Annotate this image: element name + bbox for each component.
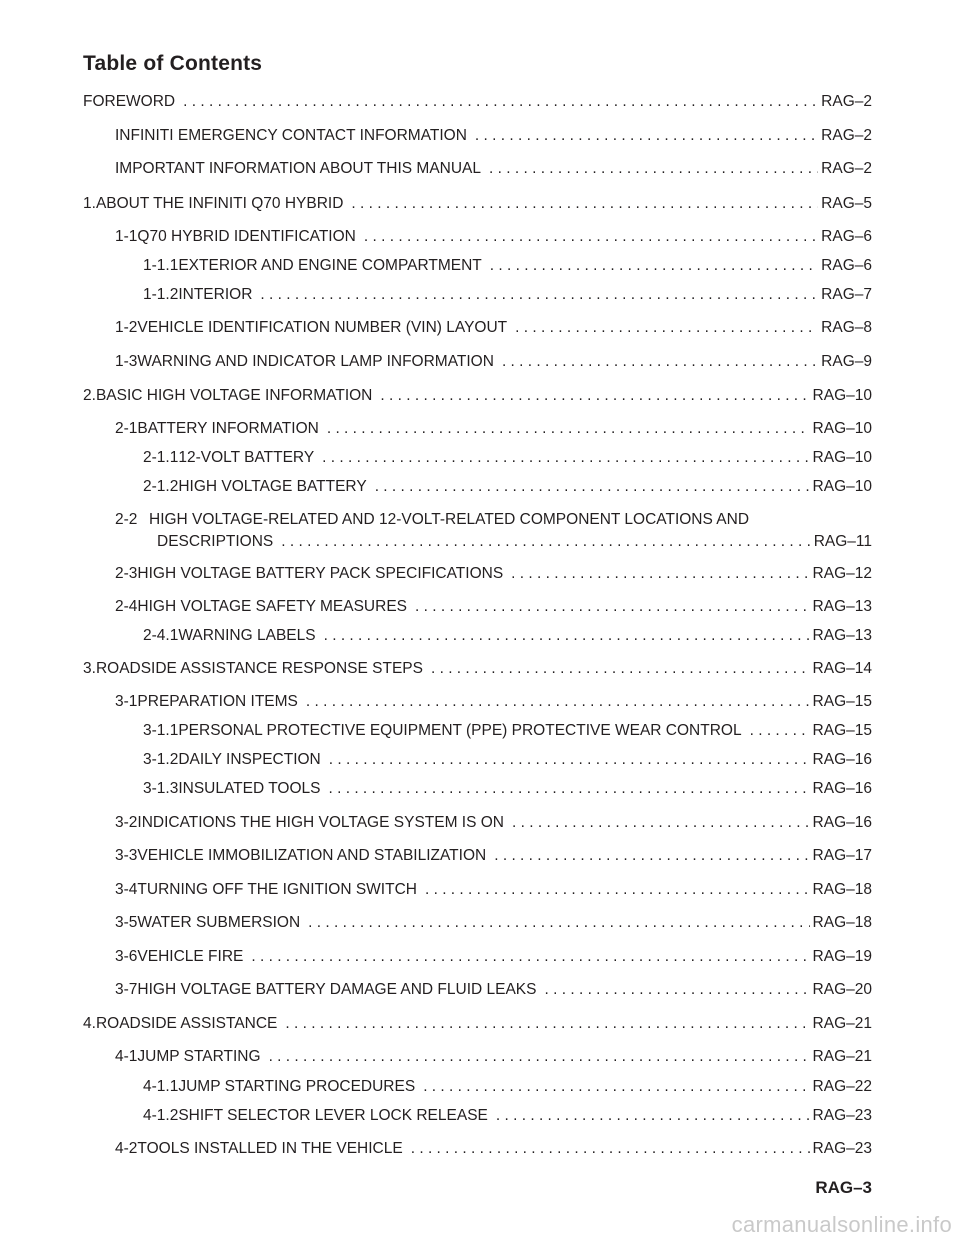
- toc-entry-number: 1-1.2: [143, 286, 179, 303]
- toc-entry[interactable]: [115, 981, 872, 999]
- toc-entry-page: RAG–10: [812, 478, 872, 495]
- toc-entry-page: RAG–10: [812, 449, 872, 466]
- toc-entry-number: 4-2: [115, 1140, 138, 1157]
- dot-leader: [375, 478, 810, 496]
- toc-entry-number: 3-4: [115, 881, 138, 898]
- toc-entry-number: 1.: [83, 195, 96, 212]
- toc-entry[interactable]: [115, 565, 872, 583]
- toc-entry-number: 1-1: [115, 228, 138, 245]
- toc-entry-number: 2-2: [115, 511, 138, 528]
- dot-leader: [308, 914, 809, 932]
- toc-entry[interactable]: [143, 286, 872, 304]
- toc-entry-title: Q70 HYBRID IDENTIFICATION: [137, 228, 356, 245]
- toc-entry-title: TURNING OFF THE IGNITION SWITCH: [137, 881, 417, 898]
- toc-entry-number: 3-1.1: [143, 722, 179, 739]
- toc-entry-title: WATER SUBMERSION: [137, 914, 301, 931]
- toc-entry-number: 3-1.2: [143, 751, 179, 768]
- dot-leader: [327, 420, 810, 438]
- dot-leader: [502, 353, 818, 371]
- dot-leader: [285, 1015, 809, 1033]
- toc-entry[interactable]: [83, 387, 872, 405]
- toc-entry-number: 1-2: [115, 319, 138, 336]
- toc-entry-number: 4.: [83, 1015, 96, 1032]
- toc-entry-page: RAG–11: [813, 533, 872, 550]
- toc-entry[interactable]: [115, 127, 872, 145]
- toc-entry-title: INTERIOR: [178, 286, 253, 303]
- toc-entry-title: JUMP STARTING: [137, 1048, 261, 1065]
- dot-leader: [475, 127, 818, 145]
- toc-entry[interactable]: [143, 257, 872, 275]
- dot-leader: [324, 627, 810, 645]
- toc-entry-page: RAG–13: [812, 627, 872, 644]
- dot-leader: [496, 1107, 810, 1125]
- dot-leader: [322, 449, 809, 467]
- toc-entry-title: SHIFT SELECTOR LEVER LOCK RELEASE: [178, 1107, 488, 1124]
- toc-entry-page: RAG–2: [821, 93, 872, 110]
- dot-leader: [351, 195, 818, 213]
- toc-entry-number: 3-7: [115, 981, 138, 998]
- dot-leader: [411, 1140, 810, 1158]
- toc-entry[interactable]: [143, 722, 872, 740]
- toc-entry-title: ABOUT THE INFINITI Q70 HYBRID: [95, 195, 344, 212]
- toc-entry[interactable]: [115, 420, 872, 438]
- toc-entry[interactable]: [83, 1015, 872, 1033]
- toc-entry[interactable]: [83, 660, 872, 678]
- toc-entry-page: RAG–14: [812, 660, 872, 677]
- toc-entry-number: 2-4.1: [143, 627, 179, 644]
- toc-entry-title: EXTERIOR AND ENGINE COMPARTMENT: [178, 257, 482, 274]
- toc-entry-page: RAG–10: [812, 387, 872, 404]
- dot-leader: [281, 533, 810, 551]
- toc-entry[interactable]: [143, 627, 872, 645]
- toc-entry-number: 2-1.2: [143, 478, 179, 495]
- toc-entry-page: RAG–10: [812, 420, 872, 437]
- toc-entry-page: RAG–6: [821, 228, 872, 245]
- dot-leader: [329, 751, 810, 769]
- toc-entry-title: WARNING LABELS: [178, 627, 316, 644]
- toc-entry-title: HIGH VOLTAGE BATTERY PACK SPECIFICATIONS: [137, 565, 504, 582]
- dot-leader: [494, 847, 809, 865]
- toc-entry[interactable]: [143, 478, 872, 496]
- dot-leader: [183, 93, 818, 111]
- dot-leader: [490, 257, 818, 275]
- toc-entry-title: ROADSIDE ASSISTANCE RESPONSE STEPS: [95, 660, 423, 677]
- toc-entry-title: INSULATED TOOLS: [178, 780, 321, 797]
- toc-entry[interactable]: [143, 751, 872, 769]
- toc-entry-number: 3-5: [115, 914, 138, 931]
- toc-entry[interactable]: [115, 847, 872, 865]
- toc-entry-page: RAG–7: [821, 286, 872, 303]
- toc-entry-number: 2-4: [115, 598, 138, 615]
- toc-entry[interactable]: [115, 319, 872, 337]
- toc-entry[interactable]: [143, 449, 872, 467]
- toc-entry-title: IMPORTANT INFORMATION ABOUT THIS MANUAL: [115, 160, 482, 177]
- toc-entry-title: 12-VOLT BATTERY: [178, 449, 315, 466]
- toc-entry-number: 2-1: [115, 420, 138, 437]
- dot-leader: [423, 1078, 809, 1096]
- toc-entry-page: RAG–21: [812, 1048, 872, 1065]
- toc-entry-title: BASIC HIGH VOLTAGE INFORMATION: [95, 387, 373, 404]
- toc-entry-title: HIGH VOLTAGE-RELATED AND 12-VOLT-RELATED COMPONENT LOCATIONS AND: [149, 511, 750, 528]
- toc-entry-page: RAG–18: [812, 881, 872, 898]
- toc-entry-page: RAG–21: [812, 1015, 872, 1032]
- toc-entry[interactable]: [115, 881, 872, 899]
- dot-leader: [306, 693, 810, 711]
- dot-leader: [515, 319, 818, 337]
- toc-entry-number: 1-3: [115, 353, 138, 370]
- toc-entry[interactable]: [115, 228, 872, 246]
- toc-entry-page: RAG–6: [821, 257, 872, 274]
- toc-entry[interactable]: [115, 160, 872, 178]
- toc-entry[interactable]: [115, 693, 872, 711]
- toc-entry[interactable]: [143, 1078, 872, 1096]
- dot-leader: [511, 565, 809, 583]
- toc-entry-page: RAG–2: [821, 127, 872, 144]
- toc-entry-number: 1-1.1: [143, 257, 179, 274]
- toc-entry[interactable]: [115, 511, 872, 551]
- page-number: RAG–3: [815, 1178, 872, 1197]
- toc-entry-page: RAG–2: [821, 160, 872, 177]
- toc-entry-line: [115, 511, 872, 529]
- toc-entry[interactable]: [115, 1048, 872, 1066]
- toc-entry-number: 2.: [83, 387, 96, 404]
- toc-entry-page: RAG–12: [812, 565, 872, 582]
- toc-entry-page: RAG–18: [812, 914, 872, 931]
- toc-entry-page: RAG–19: [812, 948, 872, 965]
- toc-entry-page: RAG–22: [812, 1078, 872, 1095]
- toc-entry-title: ROADSIDE ASSISTANCE: [95, 1015, 278, 1032]
- toc-entry-number: 3-1.3: [143, 780, 179, 797]
- toc-entry-title: WARNING AND INDICATOR LAMP INFORMATION: [137, 353, 494, 370]
- toc-entry-number: 3-1: [115, 693, 138, 710]
- toc-entry[interactable]: [115, 814, 872, 832]
- toc-entry-page: RAG–16: [812, 780, 872, 797]
- dot-leader: [328, 780, 809, 798]
- dot-leader: [251, 948, 809, 966]
- toc-entry-number: 3-6: [115, 948, 138, 965]
- toc-entry-page: RAG–13: [812, 598, 872, 615]
- toc-entry-title: VEHICLE IMMOBILIZATION AND STABILIZATION: [137, 847, 487, 864]
- toc-entry-page: RAG–17: [812, 847, 872, 864]
- toc-entry-number: 2-1.1: [143, 449, 179, 466]
- toc-entry-page: RAG–8: [821, 319, 872, 336]
- toc-entry[interactable]: [83, 195, 872, 213]
- toc-entry-title: VEHICLE FIRE: [137, 948, 244, 965]
- dot-leader: [750, 722, 810, 740]
- toc-entry-page: RAG–15: [812, 722, 872, 739]
- dot-leader: [380, 387, 809, 405]
- toc-entry-number: 4-1.2: [143, 1107, 179, 1124]
- toc-entry-title: PERSONAL PROTECTIVE EQUIPMENT (PPE) PROTECTIVE WEAR CONTROL: [178, 722, 742, 739]
- toc-entry-title: PREPARATION ITEMS: [137, 693, 298, 710]
- toc-entry[interactable]: [115, 914, 872, 932]
- dot-leader: [269, 1048, 810, 1066]
- toc-entry-title: HIGH VOLTAGE BATTERY: [178, 478, 367, 495]
- toc-entry-title: BATTERY INFORMATION: [137, 420, 319, 437]
- toc-entry-page: RAG–9: [821, 353, 872, 370]
- dot-leader: [431, 660, 810, 678]
- toc-entry-title: HIGH VOLTAGE BATTERY DAMAGE AND FLUID LEAKS: [137, 981, 537, 998]
- toc-entry[interactable]: [83, 93, 872, 111]
- toc-entry-title: FOREWORD: [83, 93, 176, 110]
- watermark-text: carmanualsonline.info: [731, 1212, 952, 1237]
- dot-leader: [364, 228, 818, 246]
- toc-entry-number: 4-1: [115, 1048, 138, 1065]
- toc-entry-page: RAG–23: [812, 1140, 872, 1157]
- toc-entry[interactable]: [143, 780, 872, 798]
- toc-entry-page: RAG–16: [812, 814, 872, 831]
- dot-leader: [415, 598, 810, 616]
- toc-entry[interactable]: [115, 1140, 872, 1158]
- toc-entry[interactable]: [115, 353, 872, 371]
- toc-entry[interactable]: [115, 948, 872, 966]
- dot-leader: [425, 881, 810, 899]
- toc-entry-title: TOOLS INSTALLED IN THE VEHICLE: [137, 1140, 403, 1157]
- toc-entry-page: RAG–5: [821, 195, 872, 212]
- toc-entry-number: 4-1.1: [143, 1078, 179, 1095]
- toc-entry-page: RAG–16: [812, 751, 872, 768]
- toc-entry-title: DAILY INSPECTION: [178, 751, 321, 768]
- toc-entry[interactable]: [115, 598, 872, 616]
- toc-entry-title: HIGH VOLTAGE SAFETY MEASURES: [137, 598, 407, 615]
- toc-entry-title: JUMP STARTING PROCEDURES: [178, 1078, 416, 1095]
- dot-leader: [512, 814, 810, 832]
- toc-entry-page: RAG–20: [812, 981, 872, 998]
- toc-entry-title: DESCRIPTIONS: [157, 533, 274, 550]
- toc-entry[interactable]: [143, 1107, 872, 1125]
- dot-leader: [489, 160, 818, 178]
- toc-entry-title: INDICATIONS THE HIGH VOLTAGE SYSTEM IS ON: [137, 814, 505, 831]
- toc-entry-page: RAG–15: [812, 693, 872, 710]
- toc-entry-number: 3-2: [115, 814, 138, 831]
- toc-entry-page: RAG–23: [812, 1107, 872, 1124]
- page-title: Table of Contents: [83, 52, 263, 75]
- toc-entry-number: 3-3: [115, 847, 138, 864]
- toc-entry-title: INFINITI EMERGENCY CONTACT INFORMATION: [115, 127, 467, 144]
- dot-leader: [260, 286, 818, 304]
- toc-entry-line: [115, 533, 872, 551]
- toc-entry-number: 3.: [83, 660, 96, 677]
- toc-entry-number: 2-3: [115, 565, 138, 582]
- toc-entry-title: VEHICLE IDENTIFICATION NUMBER (VIN) LAYOUT: [137, 319, 508, 336]
- dot-leader: [545, 981, 810, 999]
